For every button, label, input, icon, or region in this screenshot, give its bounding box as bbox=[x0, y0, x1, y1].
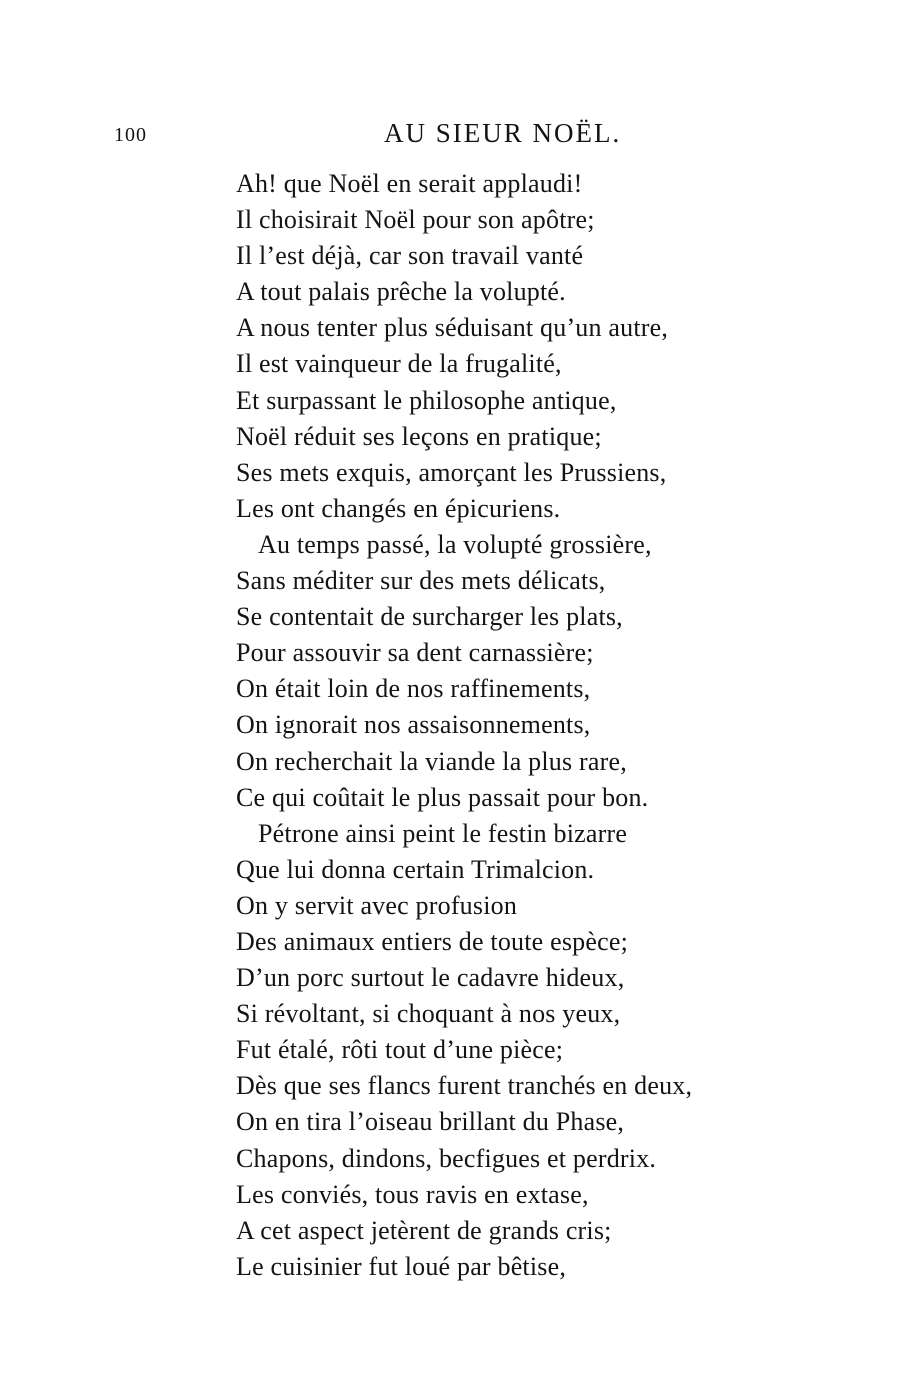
running-title: AU SIEUR NOËL. bbox=[384, 118, 622, 148]
verse-line: On était loin de nos raffinements, bbox=[236, 674, 591, 704]
verse-line: Il l’est déjà, car son travail vanté bbox=[236, 241, 584, 271]
verse-line: Se contentait de surcharger les plats, bbox=[236, 602, 623, 632]
verse-line: On y servit avec profusion bbox=[236, 890, 518, 920]
verse-line: Au temps passé, la volupté grossière, bbox=[258, 529, 652, 559]
verse-line: Pour assouvir sa dent carnassière; bbox=[236, 638, 594, 668]
verse-line: Que lui donna certain Trimalcion. bbox=[236, 854, 595, 884]
verse-line: Chapons, dindons, becfigues et perdrix. bbox=[236, 1143, 657, 1173]
verse-line: Les ont changés en épicuriens. bbox=[236, 493, 561, 523]
verse-line: Ce qui coûtait le plus passait pour bon. bbox=[236, 782, 649, 812]
verse-line: Ses mets exquis, amorçant les Prussiens, bbox=[236, 457, 667, 487]
poem-body bbox=[236, 166, 796, 1285]
verse-line: On en tira l’oiseau brillant du Phase, bbox=[236, 1107, 625, 1137]
page-number: 100 bbox=[114, 124, 147, 146]
verse-line: Si révoltant, si choquant à nos yeux, bbox=[236, 999, 621, 1029]
verse-line: Dès que ses flancs furent tranchés en deux, bbox=[236, 1071, 693, 1101]
verse-line: Fut étalé, rôti tout d’une pièce; bbox=[236, 1035, 564, 1065]
verse-line: Il est vainqueur de la frugalité, bbox=[236, 349, 562, 379]
verse-line: Des animaux entiers de toute espèce; bbox=[236, 926, 628, 956]
verse-line: Et surpassant le philosophe antique, bbox=[236, 385, 617, 415]
verse-line: Les conviés, tous ravis en extase, bbox=[236, 1179, 589, 1209]
verse-line: Sans méditer sur des mets délicats, bbox=[236, 566, 606, 596]
verse-line: A tout palais prêche la volupté. bbox=[236, 277, 566, 307]
verse-line: On recherchait la viande la plus rare, bbox=[236, 746, 627, 776]
verse-line: Ah! que Noël en serait applaudi! bbox=[236, 169, 583, 198]
verse-line: D’un porc surtout le cadavre hideux, bbox=[236, 963, 625, 993]
verse-line: A cet aspect jetèrent de grands cris; bbox=[236, 1215, 612, 1245]
verse-line: Le cuisinier fut loué par bêtise, bbox=[236, 1251, 567, 1281]
verse-line: Noël réduit ses leçons en pratique; bbox=[236, 421, 602, 451]
verse-line: Pétrone ainsi peint le festin bizarre bbox=[258, 818, 628, 848]
verse-line: On ignorait nos assaisonnements, bbox=[236, 710, 591, 740]
verse-line: A nous tenter plus séduisant qu’un autre, bbox=[236, 313, 669, 343]
verse-line: Il choisirait Noël pour son apôtre; bbox=[236, 205, 595, 235]
